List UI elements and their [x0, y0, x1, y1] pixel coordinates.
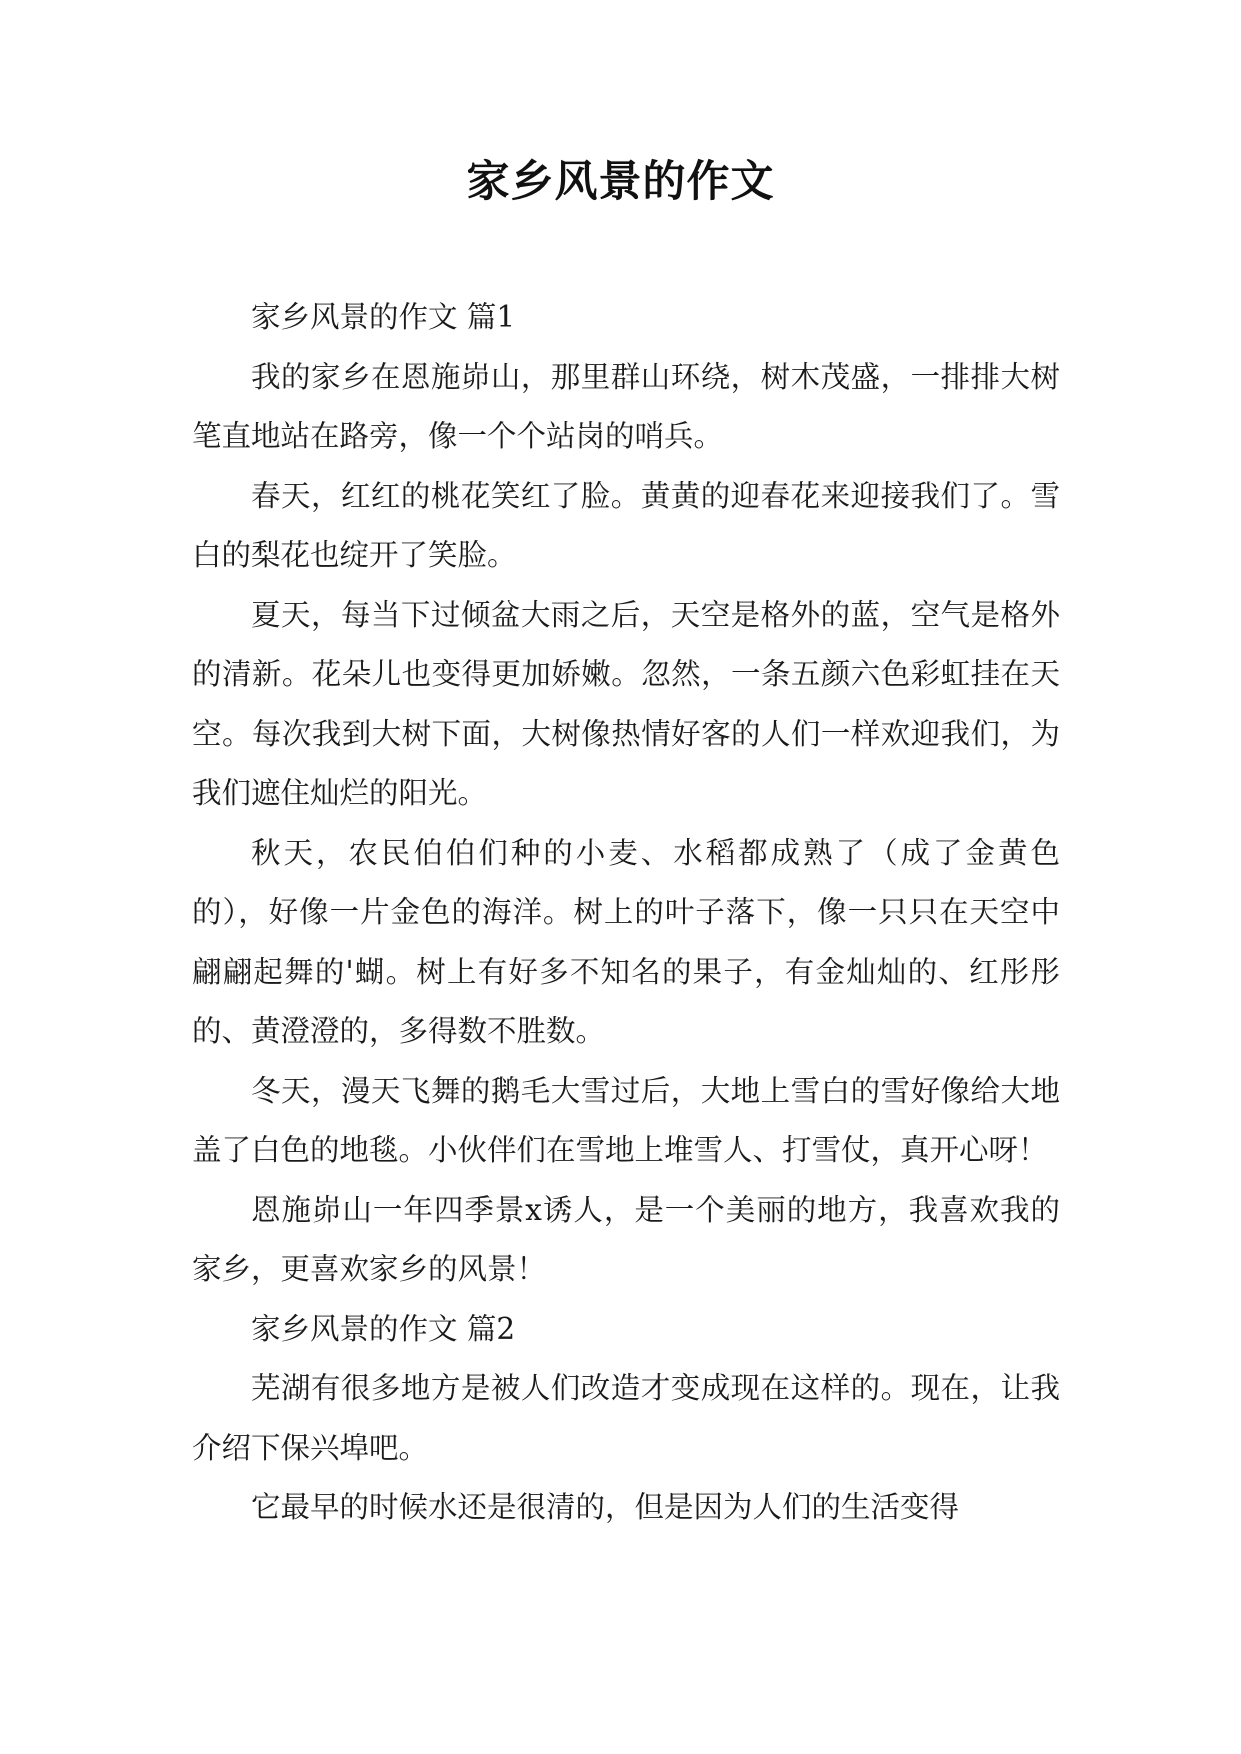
paragraph: 芜湖有很多地方是被人们改造才变成现在这样的。现在，让我介绍下保兴埠吧。 — [192, 1371, 1060, 1465]
document-body — [192, 288, 1060, 1538]
paragraph: 夏天，每当下过倾盆大雨之后，天空是格外的蓝，空气是格外的清新。花朵儿也变得更加娇嫩。忽然，一条五颜六色彩虹挂在天空。每次我到大树下面，大树像热情好客的人们一样欢迎我们，为我们遮住灿烂的阳光。 — [192, 597, 1060, 810]
paragraph: 春天，红红的桃花笑红了脸。黄黄的迎春花来迎接我们了。雪白的梨花也绽开了笑脸。 — [192, 478, 1060, 572]
paragraph: 它最早的时候水还是很清的，但是因为人们的生活变得 — [251, 1490, 960, 1524]
paragraph: 秋天，农民伯伯们种的小麦、水稻都成熟了（成了金黄色的），好像一片金色的海洋。树上的叶子落下，像一只只在天空中翩翩起舞的'蝴。树上有好多不知名的果子，有金灿灿的、红彤彤的、黄澄澄的，多得数不胜数。 — [192, 835, 1060, 1048]
paragraph: 恩施峁山一年四季景x诱人，是一个美丽的地方，我喜欢我的家乡，更喜欢家乡的风景！ — [192, 1192, 1060, 1286]
paragraph: 冬天，漫天飞舞的鹅毛大雪过后，大地上雪白的雪好像给大地盖了白色的地毯。小伙伴们在雪地上堆雪人、打雪仗，真开心呀！ — [192, 1073, 1060, 1167]
document-title: 家乡风景的作文 — [466, 157, 775, 207]
section-heading-1: 家乡风景的作文 篇1 — [251, 300, 516, 334]
section-heading-2: 家乡风景的作文 篇2 — [251, 1311, 516, 1346]
paragraph: 我的家乡在恩施峁山，那里群山环绕，树木茂盛，一排排大树笔直地站在路旁，像一个个站岗的哨兵。 — [192, 359, 1060, 453]
